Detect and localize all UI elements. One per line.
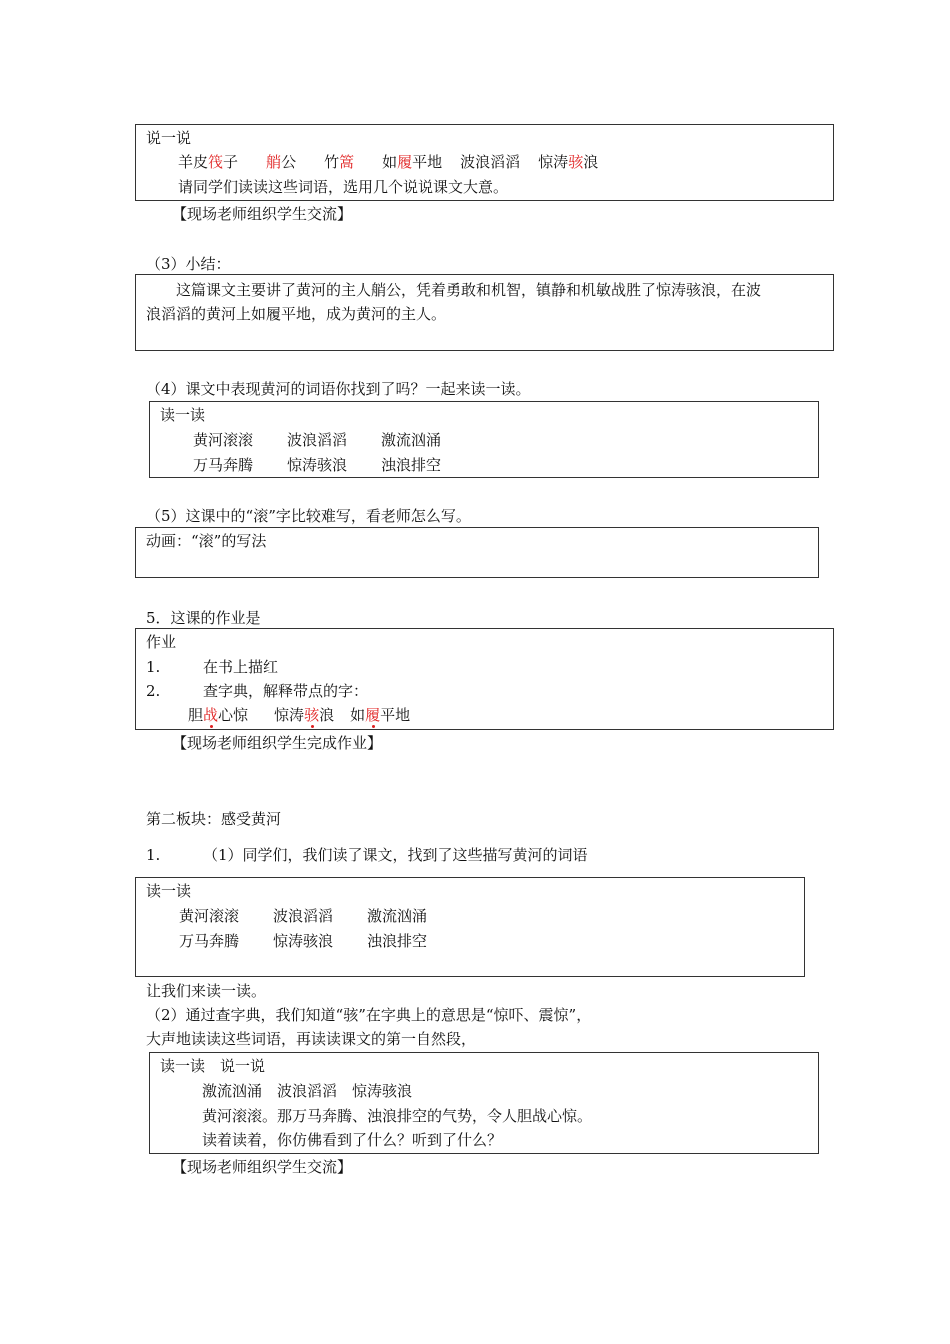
word-item: 羊皮筏子 — [178, 153, 239, 171]
animation-box — [135, 527, 819, 578]
section-title: 第二板块：感受黄河 — [146, 810, 282, 828]
lets-read: 让我们来读一读。 — [146, 982, 267, 1000]
homework-item-number: 2. — [146, 682, 161, 700]
word-row: 万马奔腾 惊涛骇浪 浊浪排空 — [193, 456, 442, 474]
read-box-line: 黄河滚滚。那万马奔腾、浊浪排空的气势，令人胆战心惊。 — [202, 1107, 593, 1125]
word-row: 黄河滚滚 波浪滔滔 激流汹涌 — [179, 907, 428, 925]
summary-line: 浪滔滔的黄河上如履平地，成为黄河的主人。 — [146, 305, 447, 323]
read-speak-box — [149, 1052, 819, 1154]
word-row: 黄河滚滚 波浪滔滔 激流汹涌 — [193, 431, 442, 449]
summary-box — [135, 274, 834, 351]
homework-box — [135, 628, 834, 730]
homework-item-number: 1. — [146, 658, 161, 676]
question-2-line: （2）通过查字典，我们知道“骇”在字典上的意思是“惊吓、震惊”， — [146, 1006, 592, 1024]
read-box-title: 读一读 — [146, 882, 192, 900]
word-row: 万马奔腾 惊涛骇浪 浊浪排空 — [179, 932, 428, 950]
word-item: 惊涛骇浪 — [538, 153, 599, 171]
homework-item: 在书上描红 — [203, 658, 279, 676]
teacher-note: 【现场老师组织学生交流】 — [172, 1158, 353, 1176]
speak-box-title: 说一说 — [146, 129, 192, 147]
speak-instruction: 请同学们读读这些词语，选用几个说说课文大意。 — [178, 178, 509, 196]
summary-heading: （3）小结： — [146, 255, 231, 273]
teacher-note: 【现场老师组织学生完成作业】 — [172, 734, 383, 752]
read-box — [149, 401, 819, 478]
homework-title: 作业 — [146, 633, 177, 651]
read-box-line: 读着读着，你仿佛看到了什么？听到了什么？ — [202, 1131, 503, 1149]
word-item: 如履平地 — [350, 706, 411, 724]
section-item-number: 1. — [146, 846, 161, 864]
word-item: 竹篙 — [324, 153, 355, 171]
homework-heading: 5．这课的作业是 — [146, 609, 261, 627]
read-box-line: 激流汹涌 波浪滔滔 惊涛骇浪 — [202, 1082, 413, 1100]
word-item: 胆战心惊 — [188, 706, 249, 724]
animation-label: 动画：“滚”的写法 — [146, 532, 267, 550]
speak-word-list — [178, 151, 598, 173]
word-item: 惊涛骇浪 — [274, 706, 335, 724]
word-item: 如履平地 — [382, 153, 443, 171]
read-box-title: 读一读 说一说 — [160, 1057, 266, 1075]
question-2-line: 大声地读读这些词语，再读读课文的第一自然段， — [146, 1030, 477, 1048]
speak-box — [135, 124, 834, 201]
teacher-note: 【现场老师组织学生交流】 — [172, 205, 353, 223]
section-item-text: （1）同学们，我们读了课文，找到了这些描写黄河的词语 — [203, 846, 588, 864]
word-item: 艄公 — [266, 153, 297, 171]
homework-word-list — [188, 704, 410, 726]
word-item: 波浪滔滔 — [460, 153, 521, 171]
question-4: （4）课文中表现黄河的词语你找到了吗？一起来读一读。 — [146, 380, 531, 398]
homework-item: 查字典，解释带点的字： — [203, 682, 369, 700]
summary-line: 这篇课文主要讲了黄河的主人艄公，凭着勇敢和机智，镇静和机敏战胜了惊涛骇浪，在波 — [176, 281, 762, 299]
read-box — [135, 877, 805, 977]
read-box-title: 读一读 — [160, 406, 206, 424]
question-5: （5）这课中的“滚”字比较难写，看老师怎么写。 — [146, 507, 471, 525]
